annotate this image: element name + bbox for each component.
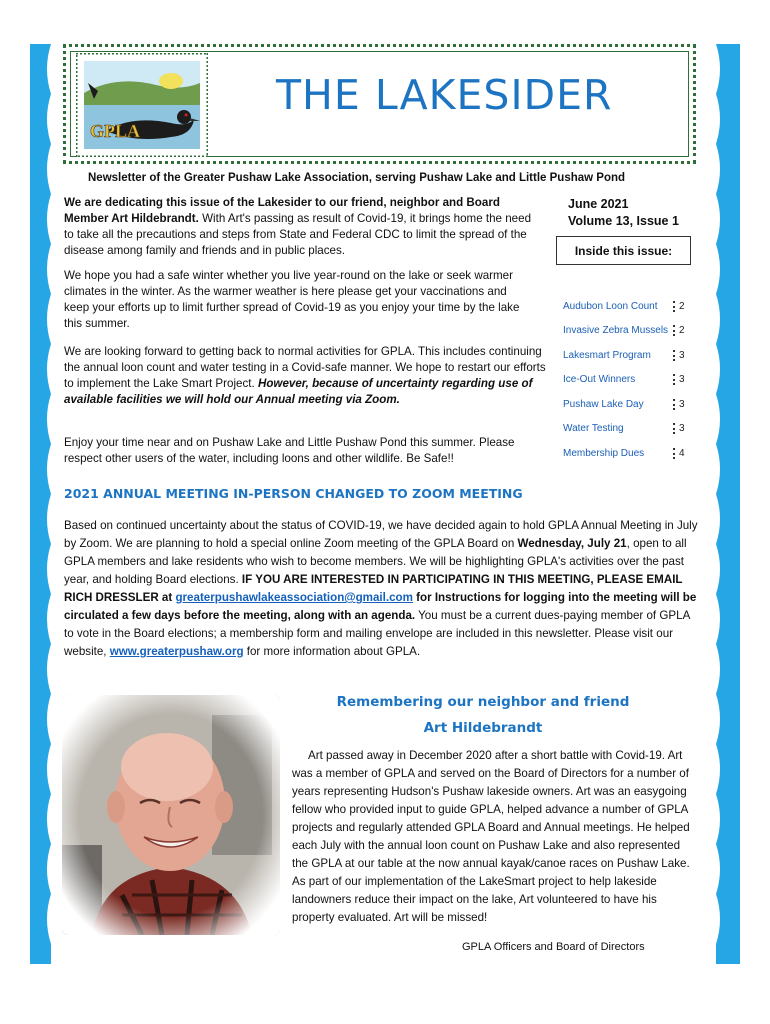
toc-title: Pushaw Lake Day — [563, 398, 644, 410]
email-link[interactable]: greaterpushawlakeassociation@gmail.com — [175, 591, 413, 604]
toc-page: 3 — [673, 350, 693, 361]
intro-paragraph-2: We hope you had a safe winter whether you live year-round on the lake or seek warmer climates in the winter. As the warmer weather is here please get your vaccinations and keep your efforts up to limit further spread of Covid-19 as you enjoy your time by the lake this summer. — [64, 269, 520, 330]
meeting-login-instructions: for Instructions for logging into the meeting will be circulated a few days before the meeting, along with an agenda. — [64, 591, 697, 622]
intro-paragraph-4: Enjoy your time near and on Pushaw Lake and Little Pushaw Pond this summer. Please respect other users of the water, including loons and other wildlife. Be Safe!! — [64, 436, 515, 465]
meeting-contact-instructions: IF YOU ARE INTERESTED IN PARTICIPATING IN THIS MEETING, PLEASE EMAIL RICH DRESSLER at — [64, 573, 683, 604]
meeting-date: Wednesday, July 21 — [517, 537, 627, 550]
remembering-body: Art passed away in December 2020 after a short battle with Covid-19. Art was a member of GPLA and served on the Board of Directors for a number of years representing Hudson's Pushaw lakeside owners. Art was an easygoing fellow who provided input to guide GPLA, helped advance a number of GPLA projects and regularly attended GPLA Board and Annual meetings. He helped each July with the annual loon count on Pushaw Lake and also represented the GPLA at our table at the now annual kayak/canoe races on Pushaw Lake. As part of our implementation of the LakeSmart project to help lakeside landowners reduce their impact on the lake, Art volunteered to have his property evaluated. Art will be missed! — [292, 749, 690, 924]
toc-page: 2 — [673, 325, 693, 336]
toc-page: 4 — [673, 448, 693, 459]
toc-item[interactable] — [563, 343, 693, 368]
right-wave-border — [716, 44, 740, 964]
table-of-contents — [563, 294, 693, 466]
remembering-name: Art Hildebrandt — [423, 720, 543, 736]
newsletter-title: THE LAKESIDER — [276, 71, 613, 119]
toc-title: Membership Dues — [563, 447, 645, 459]
toc-item[interactable] — [563, 294, 693, 319]
remembering-heading: Remembering our neighbor and friend — [336, 694, 630, 710]
toc-page: 3 — [673, 423, 693, 434]
gpla-logo — [76, 53, 208, 157]
signoff: GPLA Officers and Board of Directors — [462, 941, 645, 953]
toc-item[interactable] — [563, 319, 693, 344]
masthead — [63, 44, 696, 164]
intro-paragraph-1 — [64, 195, 542, 259]
intro-p1-text: With Art's passing as result of Covid-19, it brings home the need to take all the precautions and steps from State and Federal CDC to limit the spread of the disease among family and friends and in public places. — [64, 212, 532, 257]
toc-title: Water Testing — [563, 423, 624, 435]
toc-item[interactable] — [563, 392, 693, 417]
issue-volume: Volume 13, Issue 1 — [568, 214, 679, 228]
meeting-text-2: , open to all GPLA members and lake residents who wish to become members. We will be highlighting GPLA's activities over the past year, and holding Board elections. — [64, 537, 687, 586]
toc-page: 2 — [673, 301, 693, 312]
meeting-text-4: for more information about GPLA. — [243, 645, 421, 658]
meeting-paragraph — [64, 517, 699, 661]
intro-paragraph-3 — [64, 344, 548, 408]
toc-item[interactable] — [563, 441, 693, 466]
toc-title: Invasive Zebra Mussels — [563, 325, 669, 337]
toc-title: Audubon Loon Count — [563, 300, 658, 312]
meeting-heading: 2021 ANNUAL MEETING IN-PERSON CHANGED TO ZOOM MEETING — [64, 486, 523, 501]
issue-info — [556, 196, 691, 265]
meeting-text-1: Based on continued uncertainty about the status of COVID-19, we have decided again to hold GPLA Annual Meeting in July by Zoom. We are planning to hold a special online Zoom meeting of the GPLA Board on — [64, 519, 698, 550]
toc-item[interactable] — [563, 417, 693, 442]
issue-date: June 2021 — [568, 197, 629, 211]
toc-page: 3 — [673, 374, 693, 385]
toc-title: Ice-Out Winners — [563, 374, 636, 386]
logo-text: GPLA — [90, 121, 141, 141]
toc-page: 3 — [673, 399, 693, 410]
intro-dedication: We are dedicating this issue of the Lakesider to our friend, neighbor and Board Member Art Hildebrandt. — [64, 196, 500, 225]
art-hildebrandt-photo — [62, 695, 280, 935]
intro-p3-text: We are looking forward to getting back to normal activities for GPLA. This includes continuing the annual loon count and water testing in a Covid-safe manner. We hope to restart our efforts to implement the Lake Smart Project. — [64, 345, 546, 390]
left-wave-border — [30, 44, 51, 964]
website-link[interactable]: www.greaterpushaw.org — [109, 645, 244, 658]
toc-item[interactable] — [563, 368, 693, 393]
intro-zoom-notice: However, because of uncertainty regarding use of available facilities we will hold our Annual meeting via Zoom. — [64, 377, 533, 406]
toc-title: Lakesmart Program — [563, 349, 651, 361]
inside-this-issue-header: Inside this issue: — [556, 236, 691, 265]
meeting-text-3: You must be a current dues-paying member of GPLA to vote in the Board elections; a membership form and mailing envelope are included in this newsletter. Please visit our website, — [64, 609, 690, 658]
newsletter-subtitle: Newsletter of the Greater Pushaw Lake Association, serving Pushaw Lake and Little Pushaw Pond — [88, 172, 626, 184]
